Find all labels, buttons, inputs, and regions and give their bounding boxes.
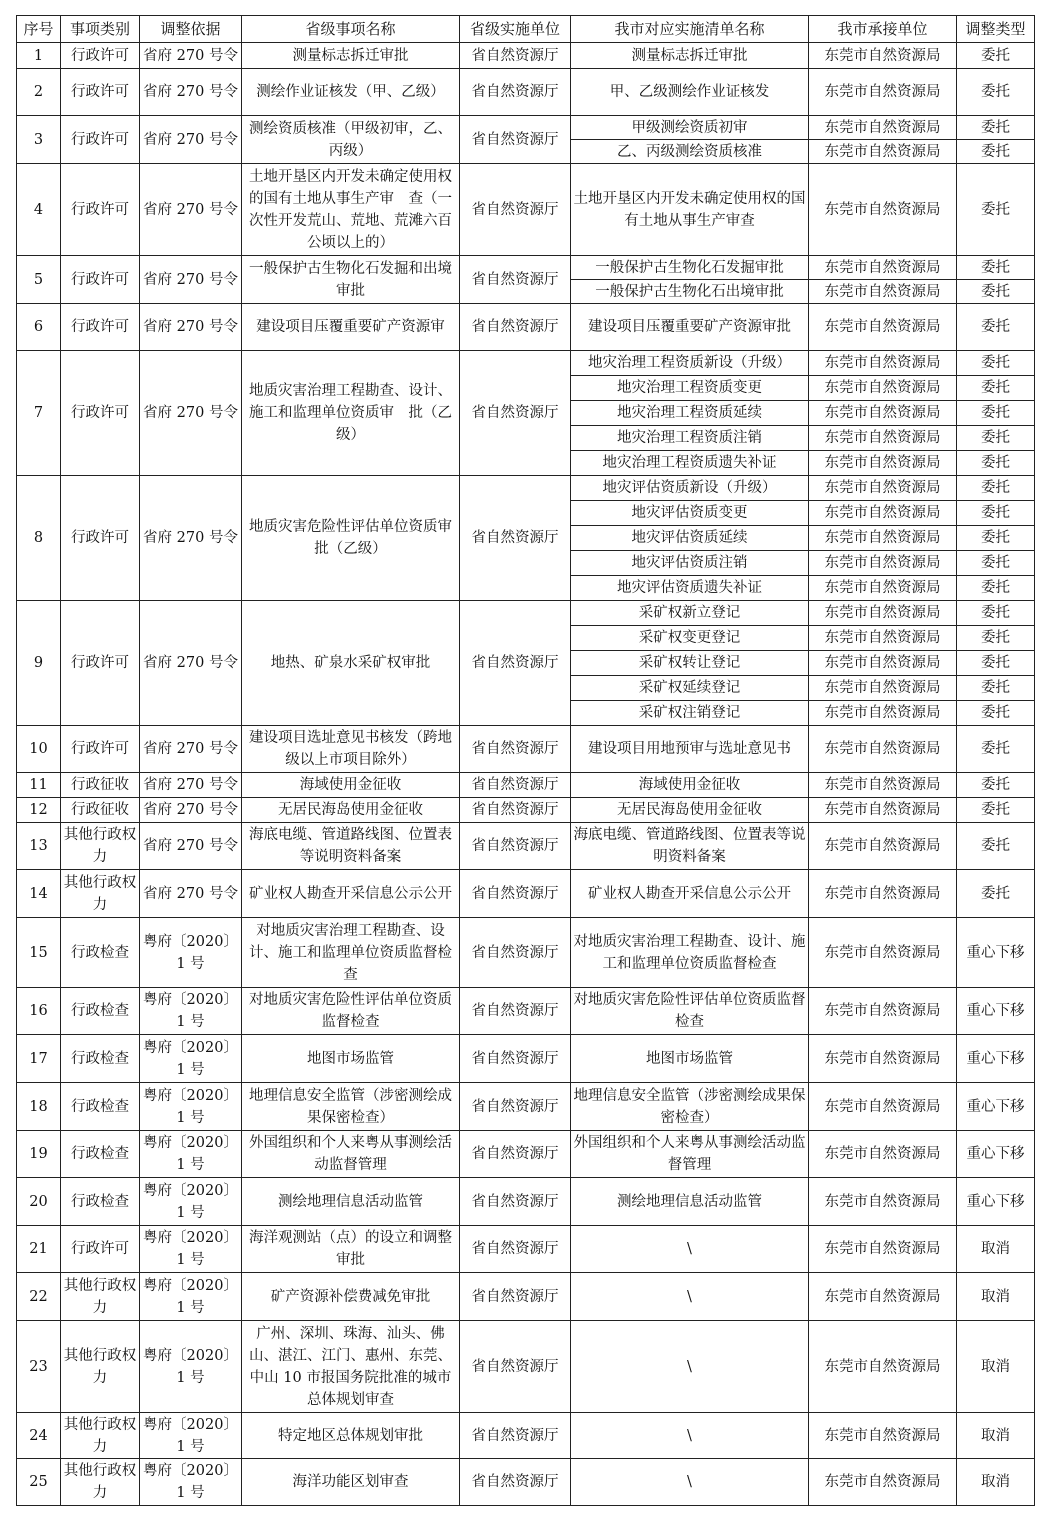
- cell-city-org: 东莞市自然资源局: [809, 676, 957, 701]
- cell-no: 14: [17, 870, 61, 918]
- cell-adjust-type: 委托: [957, 304, 1035, 351]
- cell-provincial-unit: 省自然资源厅: [460, 918, 571, 988]
- cell-adjust-type: 取消: [957, 1273, 1035, 1321]
- cell-provincial-item: 测绘地理信息活动监管: [242, 1178, 460, 1226]
- cell-adjust-type: 取消: [957, 1459, 1035, 1506]
- header-basis: 调整依据: [140, 16, 242, 43]
- cell-category: 行政许可: [61, 1226, 140, 1273]
- cell-city-org: 东莞市自然资源局: [809, 1178, 957, 1226]
- cell-basis: 省府 270 号令: [140, 69, 242, 116]
- cell-category: 行政检查: [61, 1083, 140, 1131]
- cell-city-org: 东莞市自然资源局: [809, 726, 957, 773]
- cell-no: 4: [17, 164, 61, 256]
- cell-city-item: 甲级测绘资质初审: [571, 116, 809, 140]
- cell-category: 行政征收: [61, 773, 140, 798]
- cell-adjust-type: 委托: [957, 376, 1035, 401]
- cell-adjust-type: 委托: [957, 676, 1035, 701]
- table-row: [17, 43, 1035, 69]
- cell-provincial-item: 土地开垦区内开发未确定使用权的国有土地从事生产审 查（一次性开发荒山、荒地、荒滩六百公顷以上的）: [242, 164, 460, 256]
- cell-basis: 省府 270 号令: [140, 351, 242, 476]
- cell-adjust-type: 委托: [957, 726, 1035, 773]
- cell-provincial-item: 一般保护古生物化石发掘和出境审批: [242, 256, 460, 304]
- cell-adjust-type: 委托: [957, 476, 1035, 501]
- cell-basis: 粤府〔2020〕1 号: [140, 1226, 242, 1273]
- table-row: [17, 256, 1035, 280]
- cell-no: 3: [17, 116, 61, 164]
- cell-provincial-unit: 省自然资源厅: [460, 116, 571, 164]
- cell-adjust-type: 委托: [957, 280, 1035, 304]
- cell-provincial-unit: 省自然资源厅: [460, 726, 571, 773]
- cell-adjust-type: 取消: [957, 1321, 1035, 1413]
- cell-city-org: 东莞市自然资源局: [809, 501, 957, 526]
- cell-provincial-unit: 省自然资源厅: [460, 1273, 571, 1321]
- cell-provincial-unit: 省自然资源厅: [460, 476, 571, 601]
- cell-city-org: 东莞市自然资源局: [809, 351, 957, 376]
- cell-basis: 粤府〔2020〕1 号: [140, 988, 242, 1035]
- cell-city-item: 海域使用金征收: [571, 773, 809, 798]
- header-adjust-type: 调整类型: [957, 16, 1035, 43]
- table-row: [17, 870, 1035, 918]
- cell-category: 行政检查: [61, 1035, 140, 1083]
- cell-no: 15: [17, 918, 61, 988]
- cell-city-org: 东莞市自然资源局: [809, 551, 957, 576]
- cell-city-item: 对地质灾害危险性评估单位资质监督检查: [571, 988, 809, 1035]
- cell-adjust-type: 委托: [957, 526, 1035, 551]
- cell-city-item: 乙、丙级测绘资质核准: [571, 140, 809, 164]
- cell-basis: 粤府〔2020〕1 号: [140, 1273, 242, 1321]
- cell-category: 其他行政权力: [61, 1413, 140, 1459]
- cell-provincial-item: 对地质灾害危险性评估单位资质监督检查: [242, 988, 460, 1035]
- cell-city-org: 东莞市自然资源局: [809, 1226, 957, 1273]
- cell-no: 13: [17, 823, 61, 870]
- cell-no: 12: [17, 798, 61, 823]
- cell-adjust-type: 取消: [957, 1226, 1035, 1273]
- cell-city-item: 甲、乙级测绘作业证核发: [571, 69, 809, 116]
- cell-category: 其他行政权力: [61, 1321, 140, 1413]
- cell-adjust-type: 委托: [957, 116, 1035, 140]
- cell-city-item: 土地开垦区内开发未确定使用权的国有土地从事生产审查: [571, 164, 809, 256]
- cell-adjust-type: 重心下移: [957, 1035, 1035, 1083]
- cell-city-org: 东莞市自然资源局: [809, 43, 957, 69]
- cell-basis: 省府 270 号令: [140, 164, 242, 256]
- cell-provincial-unit: 省自然资源厅: [460, 1459, 571, 1506]
- cell-city-org: 东莞市自然资源局: [809, 164, 957, 256]
- cell-adjust-type: 委托: [957, 601, 1035, 626]
- header-city-org: 我市承接单位: [809, 16, 957, 43]
- cell-category: 其他行政权力: [61, 823, 140, 870]
- cell-city-org: 东莞市自然资源局: [809, 1413, 957, 1459]
- cell-city-item: 地灾治理工程资质注销: [571, 426, 809, 451]
- table-row: [17, 1178, 1035, 1226]
- cell-category: 行政许可: [61, 256, 140, 304]
- cell-city-org: 东莞市自然资源局: [809, 1131, 957, 1178]
- cell-city-org: 东莞市自然资源局: [809, 626, 957, 651]
- cell-adjust-type: 委托: [957, 823, 1035, 870]
- cell-category: 其他行政权力: [61, 1459, 140, 1506]
- cell-adjust-type: 委托: [957, 426, 1035, 451]
- cell-city-org: 东莞市自然资源局: [809, 116, 957, 140]
- cell-city-item: 建设项目压覆重要矿产资源审批: [571, 304, 809, 351]
- cell-adjust-type: 重心下移: [957, 988, 1035, 1035]
- cell-adjust-type: 委托: [957, 798, 1035, 823]
- cell-basis: 粤府〔2020〕1 号: [140, 1035, 242, 1083]
- cell-provincial-unit: 省自然资源厅: [460, 1083, 571, 1131]
- cell-no: 7: [17, 351, 61, 476]
- cell-city-item: \: [571, 1321, 809, 1413]
- header-provincial-unit: 省级实施单位: [460, 16, 571, 43]
- table-row: [17, 1413, 1035, 1459]
- cell-adjust-type: 委托: [957, 256, 1035, 280]
- table-row: [17, 69, 1035, 116]
- cell-provincial-item: 测绘作业证核发（甲、乙级）: [242, 69, 460, 116]
- cell-adjust-type: 委托: [957, 870, 1035, 918]
- header-provincial-item: 省级事项名称: [242, 16, 460, 43]
- cell-city-org: 东莞市自然资源局: [809, 870, 957, 918]
- cell-city-item: 一般保护古生物化石出境审批: [571, 280, 809, 304]
- cell-city-item: 地灾治理工程资质延续: [571, 401, 809, 426]
- cell-city-item: 一般保护古生物化石发掘审批: [571, 256, 809, 280]
- cell-city-item: 地灾评估资质新设（升级）: [571, 476, 809, 501]
- header-category: 事项类别: [61, 16, 140, 43]
- table-row: [17, 1131, 1035, 1178]
- cell-provincial-unit: 省自然资源厅: [460, 798, 571, 823]
- cell-adjust-type: 委托: [957, 551, 1035, 576]
- cell-category: 行政许可: [61, 43, 140, 69]
- cell-basis: 粤府〔2020〕1 号: [140, 1083, 242, 1131]
- cell-provincial-unit: 省自然资源厅: [460, 304, 571, 351]
- cell-provincial-item: 无居民海岛使用金征收: [242, 798, 460, 823]
- cell-city-org: 东莞市自然资源局: [809, 1273, 957, 1321]
- cell-city-org: 东莞市自然资源局: [809, 701, 957, 726]
- table-row: [17, 773, 1035, 798]
- cell-basis: 粤府〔2020〕1 号: [140, 1459, 242, 1506]
- cell-adjust-type: 委托: [957, 651, 1035, 676]
- cell-category: 行政许可: [61, 164, 140, 256]
- cell-adjust-type: 重心下移: [957, 1131, 1035, 1178]
- cell-category: 行政许可: [61, 476, 140, 601]
- cell-basis: 粤府〔2020〕1 号: [140, 1321, 242, 1413]
- cell-no: 16: [17, 988, 61, 1035]
- cell-adjust-type: 委托: [957, 576, 1035, 601]
- cell-provincial-item: 建设项目选址意见书核发（跨地级以上市项目除外）: [242, 726, 460, 773]
- cell-basis: 省府 270 号令: [140, 476, 242, 601]
- cell-basis: 省府 270 号令: [140, 798, 242, 823]
- cell-category: 行政许可: [61, 69, 140, 116]
- table-row: [17, 918, 1035, 988]
- cell-no: 6: [17, 304, 61, 351]
- cell-city-org: 东莞市自然资源局: [809, 426, 957, 451]
- cell-category: 行政许可: [61, 726, 140, 773]
- cell-city-item: 采矿权转让登记: [571, 651, 809, 676]
- cell-adjust-type: 委托: [957, 401, 1035, 426]
- cell-city-item: 地灾评估资质遗失补证: [571, 576, 809, 601]
- cell-category: 行政检查: [61, 1178, 140, 1226]
- cell-provincial-item: 矿业权人勘查开采信息公示公开: [242, 870, 460, 918]
- cell-no: 2: [17, 69, 61, 116]
- cell-no: 18: [17, 1083, 61, 1131]
- cell-adjust-type: 委托: [957, 773, 1035, 798]
- cell-provincial-item: 广州、深圳、珠海、汕头、佛山、湛江、江门、惠州、东莞、中山 10 市报国务院批准的城市总体规划审查: [242, 1321, 460, 1413]
- cell-city-org: 东莞市自然资源局: [809, 476, 957, 501]
- cell-provincial-item: 海底电缆、管道路线图、位置表等说明资料备案: [242, 823, 460, 870]
- cell-no: 21: [17, 1226, 61, 1273]
- cell-adjust-type: 委托: [957, 626, 1035, 651]
- table-row: [17, 726, 1035, 773]
- cell-basis: 省府 270 号令: [140, 116, 242, 164]
- table-row: [17, 823, 1035, 870]
- table-row: [17, 1035, 1035, 1083]
- cell-category: 行政检查: [61, 918, 140, 988]
- cell-provincial-item: 海洋观测站（点）的设立和调整审批: [242, 1226, 460, 1273]
- cell-basis: 粤府〔2020〕1 号: [140, 918, 242, 988]
- header-row: [17, 16, 1035, 43]
- table-row: [17, 1083, 1035, 1131]
- cell-provincial-unit: 省自然资源厅: [460, 773, 571, 798]
- cell-city-item: 矿业权人勘查开采信息公示公开: [571, 870, 809, 918]
- cell-provincial-unit: 省自然资源厅: [460, 1226, 571, 1273]
- cell-provincial-unit: 省自然资源厅: [460, 69, 571, 116]
- cell-city-item: 测绘地理信息活动监管: [571, 1178, 809, 1226]
- cell-city-item: \: [571, 1273, 809, 1321]
- table-row: [17, 116, 1035, 140]
- cell-city-org: 东莞市自然资源局: [809, 773, 957, 798]
- cell-adjust-type: 重心下移: [957, 918, 1035, 988]
- cell-city-org: 东莞市自然资源局: [809, 376, 957, 401]
- cell-city-org: 东莞市自然资源局: [809, 798, 957, 823]
- header-city-item: 我市对应实施清单名称: [571, 16, 809, 43]
- cell-no: 5: [17, 256, 61, 304]
- header-no: 序号: [17, 16, 61, 43]
- cell-provincial-item: 地质灾害危险性评估单位资质审批（乙级）: [242, 476, 460, 601]
- cell-adjust-type: 委托: [957, 69, 1035, 116]
- cell-provincial-unit: 省自然资源厅: [460, 601, 571, 726]
- cell-provincial-unit: 省自然资源厅: [460, 1035, 571, 1083]
- cell-category: 行政许可: [61, 304, 140, 351]
- cell-city-org: 东莞市自然资源局: [809, 1035, 957, 1083]
- table-body: [17, 43, 1035, 1506]
- cell-category: 行政检查: [61, 1131, 140, 1178]
- table-row: [17, 304, 1035, 351]
- cell-no: 8: [17, 476, 61, 601]
- cell-adjust-type: 取消: [957, 1413, 1035, 1459]
- cell-category: 行政征收: [61, 798, 140, 823]
- cell-city-org: 东莞市自然资源局: [809, 823, 957, 870]
- cell-city-item: 地灾评估资质变更: [571, 501, 809, 526]
- cell-city-item: \: [571, 1226, 809, 1273]
- cell-no: 20: [17, 1178, 61, 1226]
- cell-provincial-unit: 省自然资源厅: [460, 351, 571, 476]
- cell-provincial-item: 对地质灾害治理工程勘查、设计、施工和监理单位资质监督检查: [242, 918, 460, 988]
- cell-city-org: 东莞市自然资源局: [809, 1459, 957, 1506]
- cell-city-item: 无居民海岛使用金征收: [571, 798, 809, 823]
- cell-city-item: 地图市场监管: [571, 1035, 809, 1083]
- cell-no: 22: [17, 1273, 61, 1321]
- cell-provincial-item: 矿产资源补偿费减免审批: [242, 1273, 460, 1321]
- table-row: [17, 164, 1035, 256]
- cell-provincial-item: 海洋功能区划审查: [242, 1459, 460, 1506]
- cell-provincial-item: 测绘资质核准（甲级初审，乙、丙级）: [242, 116, 460, 164]
- cell-city-org: 东莞市自然资源局: [809, 451, 957, 476]
- cell-city-item: 地灾治理工程资质新设（升级）: [571, 351, 809, 376]
- cell-city-item: 建设项目用地预审与选址意见书: [571, 726, 809, 773]
- cell-city-item: 采矿权注销登记: [571, 701, 809, 726]
- cell-provincial-unit: 省自然资源厅: [460, 870, 571, 918]
- cell-city-item: 地灾治理工程资质变更: [571, 376, 809, 401]
- cell-provincial-unit: 省自然资源厅: [460, 1413, 571, 1459]
- cell-provincial-unit: 省自然资源厅: [460, 43, 571, 69]
- cell-no: 17: [17, 1035, 61, 1083]
- cell-city-item: 地理信息安全监管（涉密测绘成果保密检查）: [571, 1083, 809, 1131]
- cell-city-item: 测量标志拆迁审批: [571, 43, 809, 69]
- cell-basis: 省府 270 号令: [140, 823, 242, 870]
- cell-city-org: 东莞市自然资源局: [809, 526, 957, 551]
- cell-city-org: 东莞市自然资源局: [809, 601, 957, 626]
- table-row: [17, 1459, 1035, 1506]
- table-row: [17, 1321, 1035, 1413]
- cell-provincial-item: 特定地区总体规划审批: [242, 1413, 460, 1459]
- cell-city-item: \: [571, 1459, 809, 1506]
- cell-adjust-type: 委托: [957, 351, 1035, 376]
- cell-basis: 省府 270 号令: [140, 601, 242, 726]
- cell-category: 行政许可: [61, 351, 140, 476]
- cell-adjust-type: 委托: [957, 164, 1035, 256]
- cell-category: 行政许可: [61, 116, 140, 164]
- cell-city-org: 东莞市自然资源局: [809, 576, 957, 601]
- cell-provincial-unit: 省自然资源厅: [460, 1131, 571, 1178]
- cell-city-org: 东莞市自然资源局: [809, 651, 957, 676]
- cell-adjust-type: 重心下移: [957, 1083, 1035, 1131]
- cell-provincial-item: 建设项目压覆重要矿产资源审: [242, 304, 460, 351]
- cell-basis: 省府 270 号令: [140, 256, 242, 304]
- cell-no: 23: [17, 1321, 61, 1413]
- cell-city-org: 东莞市自然资源局: [809, 69, 957, 116]
- cell-city-org: 东莞市自然资源局: [809, 401, 957, 426]
- table-row: [17, 601, 1035, 626]
- cell-category: 行政许可: [61, 601, 140, 726]
- cell-adjust-type: 重心下移: [957, 1178, 1035, 1226]
- cell-provincial-item: 地质灾害治理工程勘查、设计、施工和监理单位资质审 批（乙级）: [242, 351, 460, 476]
- cell-provincial-item: 地图市场监管: [242, 1035, 460, 1083]
- cell-adjust-type: 委托: [957, 701, 1035, 726]
- cell-provincial-item: 测量标志拆迁审批: [242, 43, 460, 69]
- cell-basis: 粤府〔2020〕1 号: [140, 1131, 242, 1178]
- cell-city-org: 东莞市自然资源局: [809, 988, 957, 1035]
- cell-basis: 粤府〔2020〕1 号: [140, 1413, 242, 1459]
- adjustment-table: [16, 15, 1035, 1506]
- cell-city-item: 地灾治理工程资质遗失补证: [571, 451, 809, 476]
- cell-provincial-unit: 省自然资源厅: [460, 1178, 571, 1226]
- cell-no: 10: [17, 726, 61, 773]
- cell-city-org: 东莞市自然资源局: [809, 918, 957, 988]
- cell-city-item: 采矿权变更登记: [571, 626, 809, 651]
- cell-city-org: 东莞市自然资源局: [809, 280, 957, 304]
- cell-city-item: 对地质灾害治理工程勘查、设计、施工和监理单位资质监督检查: [571, 918, 809, 988]
- cell-city-item: 海底电缆、管道路线图、位置表等说明资料备案: [571, 823, 809, 870]
- cell-no: 19: [17, 1131, 61, 1178]
- cell-no: 25: [17, 1459, 61, 1506]
- cell-category: 行政检查: [61, 988, 140, 1035]
- cell-provincial-item: 海域使用金征收: [242, 773, 460, 798]
- table-row: [17, 798, 1035, 823]
- cell-category: 其他行政权力: [61, 1273, 140, 1321]
- table-row: [17, 1273, 1035, 1321]
- cell-provincial-item: 地理信息安全监管（涉密测绘成果保密检查）: [242, 1083, 460, 1131]
- cell-provincial-unit: 省自然资源厅: [460, 1321, 571, 1413]
- cell-basis: 省府 270 号令: [140, 773, 242, 798]
- cell-city-item: 地灾评估资质注销: [571, 551, 809, 576]
- cell-city-item: 地灾评估资质延续: [571, 526, 809, 551]
- cell-city-item: \: [571, 1413, 809, 1459]
- cell-adjust-type: 委托: [957, 140, 1035, 164]
- cell-provincial-unit: 省自然资源厅: [460, 823, 571, 870]
- cell-city-org: 东莞市自然资源局: [809, 1321, 957, 1413]
- cell-provincial-unit: 省自然资源厅: [460, 256, 571, 304]
- cell-no: 11: [17, 773, 61, 798]
- cell-provincial-item: 地热、矿泉水采矿权审批: [242, 601, 460, 726]
- cell-basis: 省府 270 号令: [140, 43, 242, 69]
- cell-city-item: 外国组织和个人来粤从事测绘活动监督管理: [571, 1131, 809, 1178]
- cell-city-org: 东莞市自然资源局: [809, 304, 957, 351]
- cell-adjust-type: 委托: [957, 501, 1035, 526]
- table-row: [17, 988, 1035, 1035]
- cell-no: 1: [17, 43, 61, 69]
- cell-basis: 粤府〔2020〕1 号: [140, 1178, 242, 1226]
- cell-adjust-type: 委托: [957, 451, 1035, 476]
- table-row: [17, 351, 1035, 376]
- cell-adjust-type: 委托: [957, 43, 1035, 69]
- cell-no: 9: [17, 601, 61, 726]
- cell-no: 24: [17, 1413, 61, 1459]
- cell-basis: 省府 270 号令: [140, 870, 242, 918]
- table-row: [17, 1226, 1035, 1273]
- cell-basis: 省府 270 号令: [140, 304, 242, 351]
- cell-city-org: 东莞市自然资源局: [809, 256, 957, 280]
- cell-provincial-unit: 省自然资源厅: [460, 988, 571, 1035]
- cell-category: 其他行政权力: [61, 870, 140, 918]
- cell-basis: 省府 270 号令: [140, 726, 242, 773]
- cell-provincial-item: 外国组织和个人来粤从事测绘活动监督管理: [242, 1131, 460, 1178]
- cell-city-item: 采矿权延续登记: [571, 676, 809, 701]
- cell-city-org: 东莞市自然资源局: [809, 1083, 957, 1131]
- cell-city-org: 东莞市自然资源局: [809, 140, 957, 164]
- cell-provincial-unit: 省自然资源厅: [460, 164, 571, 256]
- cell-city-item: 采矿权新立登记: [571, 601, 809, 626]
- table-row: [17, 476, 1035, 501]
